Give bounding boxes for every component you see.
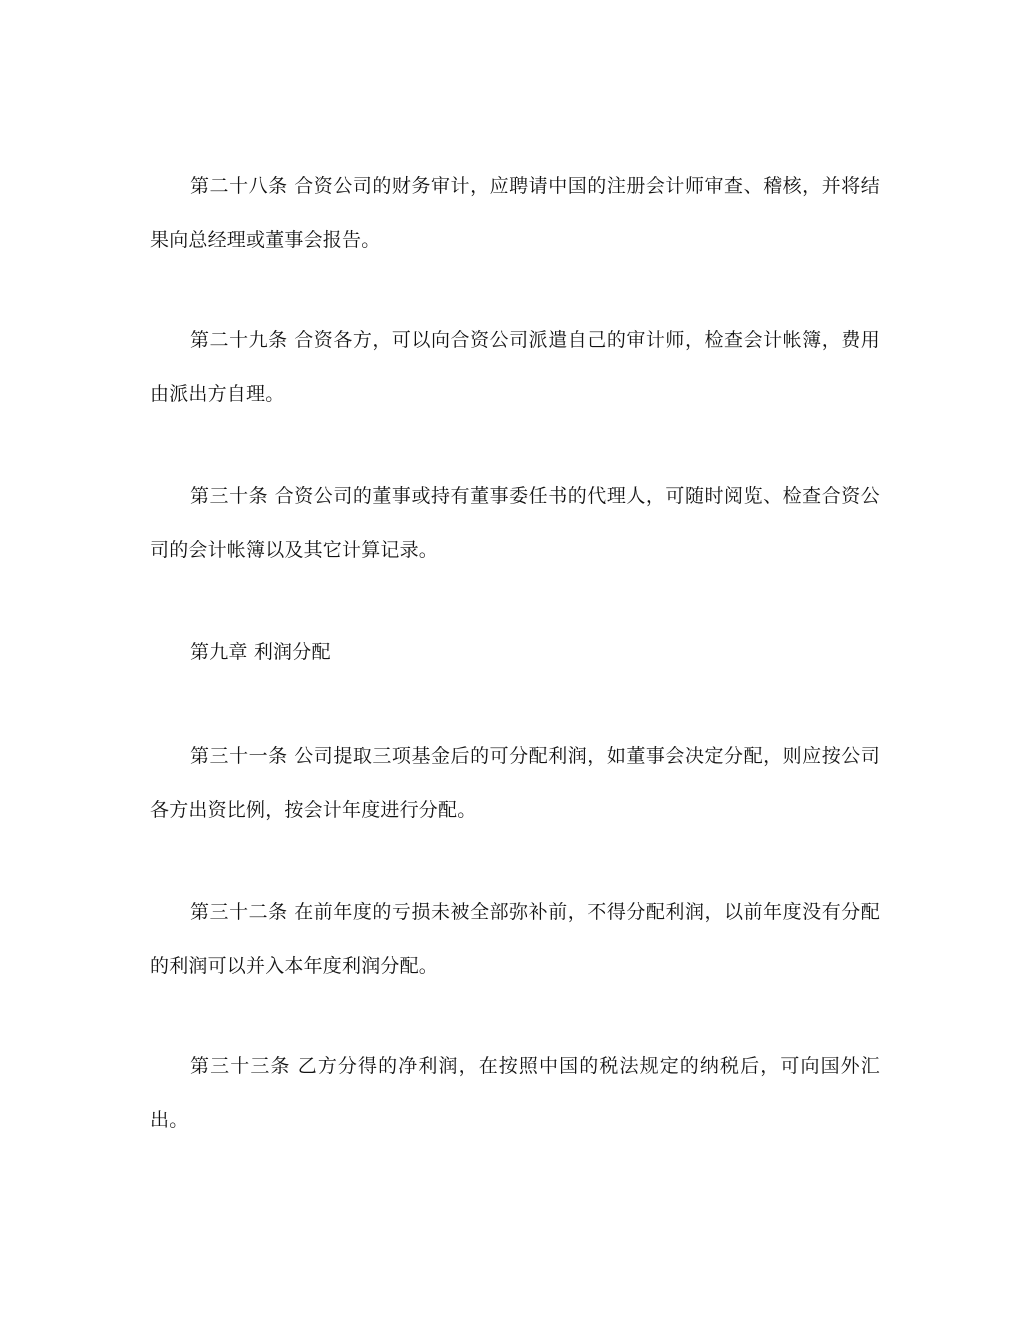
chapter-9-heading: 第九章 利润分配 bbox=[190, 641, 331, 663]
article-32-paragraph: 第三十二条 在前年度的亏损未被全部弥补前，不得分配利润，以前年度没有分配的利润可以并入本年度利润分配。 bbox=[150, 901, 880, 977]
article-31-paragraph: 第三十一条 公司提取三项基金后的可分配利润，如董事会决定分配，则应按公司各方出资比例，按会计年度进行分配。 bbox=[150, 745, 880, 821]
article-33-paragraph: 第三十三条 乙方分得的净利润，在按照中国的税法规定的纳税后，可向国外汇出。 bbox=[150, 1055, 880, 1131]
article-29-paragraph: 第二十九条 合资各方，可以向合资公司派遣自己的审计师，检查会计帐簿，费用由派出方自理。 bbox=[150, 329, 880, 405]
article-30-paragraph: 第三十条 合资公司的董事或持有董事委任书的代理人，可随时阅览、检查合资公司的会计帐簿以及其它计算记录。 bbox=[150, 485, 880, 561]
article-28-paragraph: 第二十八条 合资公司的财务审计，应聘请中国的注册会计师审查、稽核，并将结果向总经理或董事会报告。 bbox=[150, 175, 880, 251]
